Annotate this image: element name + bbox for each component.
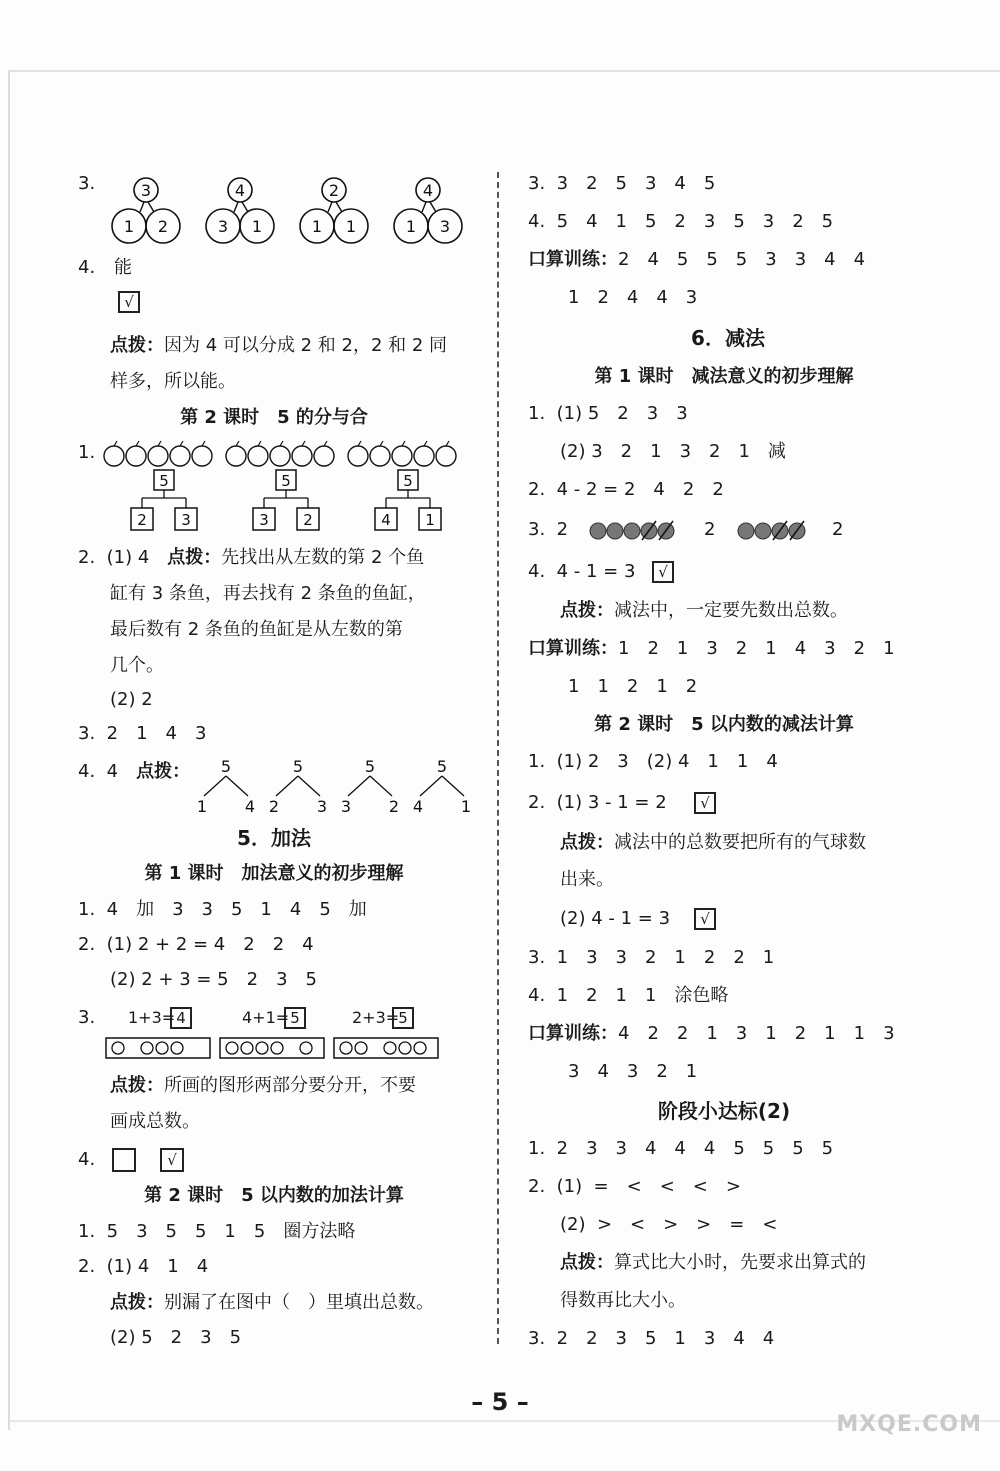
split-left-value: 4 [412, 797, 424, 816]
number-bond-figures [100, 170, 480, 250]
tip-text-cont: 几个。 [110, 655, 164, 676]
bond-right-value: 3 [439, 217, 451, 236]
q4b-line [78, 760, 190, 784]
answer-line: (2) > < > > = < [560, 1214, 778, 1235]
tip-text: 算式比大小时，先要求出算式的 [614, 1252, 866, 1273]
oral-training-label: 口算训练： [528, 1023, 618, 1044]
split-right-value: 1 [425, 511, 435, 529]
answer-line: 2. (1) 2 + 2 = 4 2 2 4 [78, 934, 314, 955]
oral-training-answers: 2 4 5 5 5 3 3 4 4 [618, 249, 866, 270]
tip-label: 点拨： [110, 335, 164, 356]
split-right-value: 1 [460, 797, 472, 816]
gray-dot [607, 523, 623, 539]
bond-left-value: 1 [405, 217, 417, 236]
count-circle [171, 1042, 183, 1054]
answer-line: 3. 2 [528, 519, 569, 540]
answer-line: 2. 4 - 2 = 2 4 2 2 [528, 479, 724, 500]
apple-icon [270, 446, 290, 466]
count-circle [399, 1042, 411, 1054]
number-split-figures [196, 756, 476, 820]
count-circle [414, 1042, 426, 1054]
tip-line [560, 1251, 866, 1275]
column-divider [497, 172, 499, 1344]
page-edge-left [8, 70, 10, 1430]
apple-icon [292, 446, 312, 466]
tip-text: 所画的图形两部分要分开，不要 [164, 1075, 416, 1096]
lesson-title: 第 2 课时 5 以内数的加法计算 [144, 1185, 404, 1206]
apple-stem [236, 441, 239, 446]
answer-value: 2 [832, 519, 844, 540]
count-circle [141, 1042, 153, 1054]
apple-stem [158, 441, 161, 446]
count-circle [241, 1042, 253, 1054]
bond-left-value: 1 [311, 217, 323, 236]
answer-line: 2. (1) = < < < > [528, 1176, 741, 1197]
tip-text: 减法中，一定要先数出总数。 [614, 600, 848, 621]
split-top-value: 5 [281, 472, 291, 490]
apple-stem [424, 441, 427, 446]
count-circle [226, 1042, 238, 1054]
apple-stem [446, 441, 449, 446]
answer-box: 4 [170, 1007, 192, 1029]
tip-text-cont: 出来。 [560, 869, 614, 890]
oral-training-label: 口算训练： [528, 249, 618, 270]
lesson-title: 第 2 课时 5 的分与合 [180, 407, 368, 428]
equation-text: 1+3= [128, 1008, 176, 1027]
equation-text: 2+3= [352, 1008, 400, 1027]
count-circle [384, 1042, 396, 1054]
watermark: MXQE.COM [836, 1412, 982, 1437]
split-branch [420, 776, 464, 796]
tip-text: 先找出从左数的第 2 个鱼 [221, 547, 425, 568]
lesson-title: 第 2 课时 5 以内数的减法计算 [594, 714, 854, 735]
split-right-value: 3 [181, 511, 191, 529]
gray-dot [590, 523, 606, 539]
stage-title: 阶段小达标(2) [657, 1099, 791, 1123]
tip-text-cont: 样多，所以能。 [110, 371, 236, 392]
apple-stem [324, 441, 327, 446]
bond-left-value: 1 [123, 217, 135, 236]
bond-right-value: 1 [251, 217, 263, 236]
oral-training-label: 口算训练： [528, 638, 618, 659]
count-circle [256, 1042, 268, 1054]
split-right-value: 4 [244, 797, 256, 816]
tip-text-cont: 得数再比大小。 [560, 1290, 686, 1311]
tip-label: 点拨： [560, 1252, 614, 1273]
apple-icon [370, 446, 390, 466]
bond-branch [422, 202, 436, 212]
oral-training-line [528, 1022, 895, 1046]
bond-branch [328, 202, 342, 212]
tip-line [110, 334, 447, 358]
split-branch [386, 490, 430, 508]
answer-line: 3. 1 3 3 2 1 2 2 1 [528, 947, 775, 968]
apple-stem [302, 441, 305, 446]
tip-line [110, 1074, 416, 1098]
check-box: √ [694, 908, 716, 930]
answer-value: 2 [704, 519, 716, 540]
q3-label: 3. [78, 1007, 96, 1028]
split-right-value: 2 [303, 511, 313, 529]
apple-icon [392, 446, 412, 466]
answer-box: 5 [284, 1007, 306, 1029]
gray-dot [755, 523, 771, 539]
tip-label: 点拨： [136, 761, 191, 782]
split-branch [348, 776, 392, 796]
apple-stem [180, 441, 183, 446]
apple-icon [126, 446, 146, 466]
answer-line: 1. 4 加 3 3 5 1 4 5 加 [78, 899, 367, 920]
answer-line: (2) 3 2 1 3 2 1 减 [560, 441, 786, 462]
circle-group-frame [106, 1038, 210, 1058]
gray-dot [738, 523, 754, 539]
answer-line: 4. 4 - 1 = 3 [528, 561, 636, 582]
split-branch [276, 776, 320, 796]
bond-top-value: 4 [234, 181, 246, 200]
apple-stem [258, 441, 261, 446]
q1-label: 1. [78, 442, 96, 463]
count-circle [112, 1042, 124, 1054]
answer-line: 3. 2 2 3 5 1 3 4 4 [528, 1328, 775, 1349]
lesson-title: 第 1 课时 减法意义的初步理解 [594, 366, 854, 387]
oral-training-answers: 4 2 2 1 3 1 2 1 1 3 [618, 1023, 895, 1044]
count-circle [156, 1042, 168, 1054]
split-left-value: 4 [381, 511, 391, 529]
section-title: 5．加法 [237, 826, 311, 850]
check-box: √ [694, 792, 716, 814]
oral-training-answers: 1 1 2 1 2 [568, 676, 698, 697]
tip-label: 点拨： [167, 547, 222, 568]
split-branch [142, 490, 186, 508]
tip-text: 别漏了在图中（ ）里填出总数。 [164, 1292, 434, 1313]
apple-stem [280, 441, 283, 446]
split-left-value: 1 [196, 797, 208, 816]
apple-icon [104, 446, 124, 466]
apple-stem [114, 441, 117, 446]
oral-training-answers: 1 2 1 3 2 1 4 3 2 1 [618, 638, 895, 659]
bond-branch [234, 202, 248, 212]
gray-dot [624, 523, 640, 539]
apple-icon [192, 446, 212, 466]
oral-training-line [528, 637, 895, 661]
tip-label: 点拨： [110, 1292, 164, 1313]
answer-line: (2) 2 + 3 = 5 2 3 5 [110, 969, 317, 990]
count-circle [355, 1042, 367, 1054]
tip-line [110, 1291, 434, 1315]
apple-stem [202, 441, 205, 446]
tip-text: 因为 4 可以分成 2 和 2，2 和 2 同 [164, 335, 448, 356]
split-total: 5 [292, 757, 304, 776]
bond-right-value: 1 [345, 217, 357, 236]
q4b-answer: 4. 4 [78, 761, 119, 782]
apple-icon [348, 446, 368, 466]
split-total: 5 [436, 757, 448, 776]
circle-group-frame [334, 1038, 438, 1058]
bond-top-value: 3 [140, 181, 152, 200]
check-box: √ [652, 561, 674, 583]
answer-box: 5 [392, 1007, 414, 1029]
count-circle [300, 1042, 312, 1054]
oral-training-answers: 3 4 3 2 1 [568, 1061, 698, 1082]
split-branch [264, 490, 308, 508]
split-right-value: 2 [388, 797, 400, 816]
apple-stem [358, 441, 361, 446]
q3b-answer: 3. 2 1 4 3 [78, 723, 207, 744]
apple-icon [436, 446, 456, 466]
q2-part2: (2) 2 [110, 689, 153, 710]
apple-icon [248, 446, 268, 466]
tip-text-cont: 画成总数。 [110, 1111, 200, 1132]
answer-line: 2. (1) 4 1 4 [78, 1256, 209, 1277]
apple-icon [314, 446, 334, 466]
tip-text-cont: 缸有 3 条鱼，再去找有 2 条鱼的鱼缸， [110, 583, 426, 604]
apple-icon [170, 446, 190, 466]
tip-label: 点拨： [560, 832, 614, 853]
bond-left-value: 3 [217, 217, 229, 236]
split-branch [204, 776, 248, 796]
answer-line: 1. (1) 2 3 (2) 4 1 1 4 [528, 751, 778, 772]
apple-icon [414, 446, 434, 466]
answer-line: 3. 3 2 5 3 4 5 [528, 173, 716, 194]
bond-right-value: 2 [157, 217, 169, 236]
check-box: √ [160, 1148, 184, 1172]
q4-answer: 能 [114, 257, 132, 278]
bond-top-value: 2 [328, 181, 340, 200]
answer-line: (2) 5 2 3 5 [110, 1327, 242, 1348]
tip-line [560, 599, 848, 623]
q2-answer: 2. (1) 4 [78, 547, 150, 568]
empty-box [112, 1148, 136, 1172]
equation-text: 4+1= [242, 1008, 290, 1027]
page-edge-top [10, 70, 1000, 72]
split-total: 5 [364, 757, 376, 776]
tip-label: 点拨： [110, 1075, 164, 1096]
bond-branch [140, 202, 154, 212]
answer-line: 4. 5 4 1 5 2 3 5 3 2 5 [528, 211, 834, 232]
apple-icon [148, 446, 168, 466]
q2-line [78, 546, 424, 570]
split-left-value: 2 [137, 511, 147, 529]
answer-line: 1. (1) 5 2 3 3 [528, 403, 688, 424]
split-top-value: 5 [403, 472, 413, 490]
split-left-value: 2 [268, 797, 280, 816]
q3-label: 3. [78, 173, 96, 194]
tip-label: 点拨： [560, 600, 614, 621]
answer-line: (2) 4 - 1 = 3 [560, 908, 671, 929]
page-number: – 5 – [471, 1388, 529, 1416]
answer-line: 4. 1 2 1 1 涂色略 [528, 985, 729, 1006]
q4-label: 4. [78, 1149, 96, 1170]
apple-stem [380, 441, 383, 446]
bond-top-value: 4 [422, 181, 434, 200]
count-circle [340, 1042, 352, 1054]
apple-stem [136, 441, 139, 446]
apple-icon [226, 446, 246, 466]
lesson-title: 第 1 课时 加法意义的初步理解 [144, 863, 404, 884]
tip-text-cont: 最后数有 2 条鱼的鱼缸是从左数的第 [110, 619, 403, 640]
tip-text: 减法中的总数要把所有的气球数 [614, 832, 866, 853]
split-left-value: 3 [259, 511, 269, 529]
count-circle [271, 1042, 283, 1054]
split-top-value: 5 [159, 472, 169, 490]
circle-groups [106, 1036, 438, 1062]
tip-line [560, 831, 866, 855]
split-left-value: 3 [340, 797, 352, 816]
check-box: √ [118, 291, 140, 313]
split-total: 5 [220, 757, 232, 776]
oral-training-answers: 1 2 4 4 3 [568, 287, 698, 308]
oral-training-line [528, 248, 865, 272]
answer-line: 1. 2 3 3 4 4 4 5 5 5 5 [528, 1138, 834, 1159]
circle-group-frame [220, 1038, 324, 1058]
answer-line: 1. 5 3 5 5 1 5 圈方法略 [78, 1221, 356, 1242]
section-title: 6．减法 [691, 326, 765, 350]
apple-split-figures [104, 442, 474, 532]
split-right-value: 3 [316, 797, 328, 816]
apple-stem [402, 441, 405, 446]
q4-label: 4. [78, 257, 96, 278]
answer-line: 2. (1) 3 - 1 = 2 [528, 792, 667, 813]
